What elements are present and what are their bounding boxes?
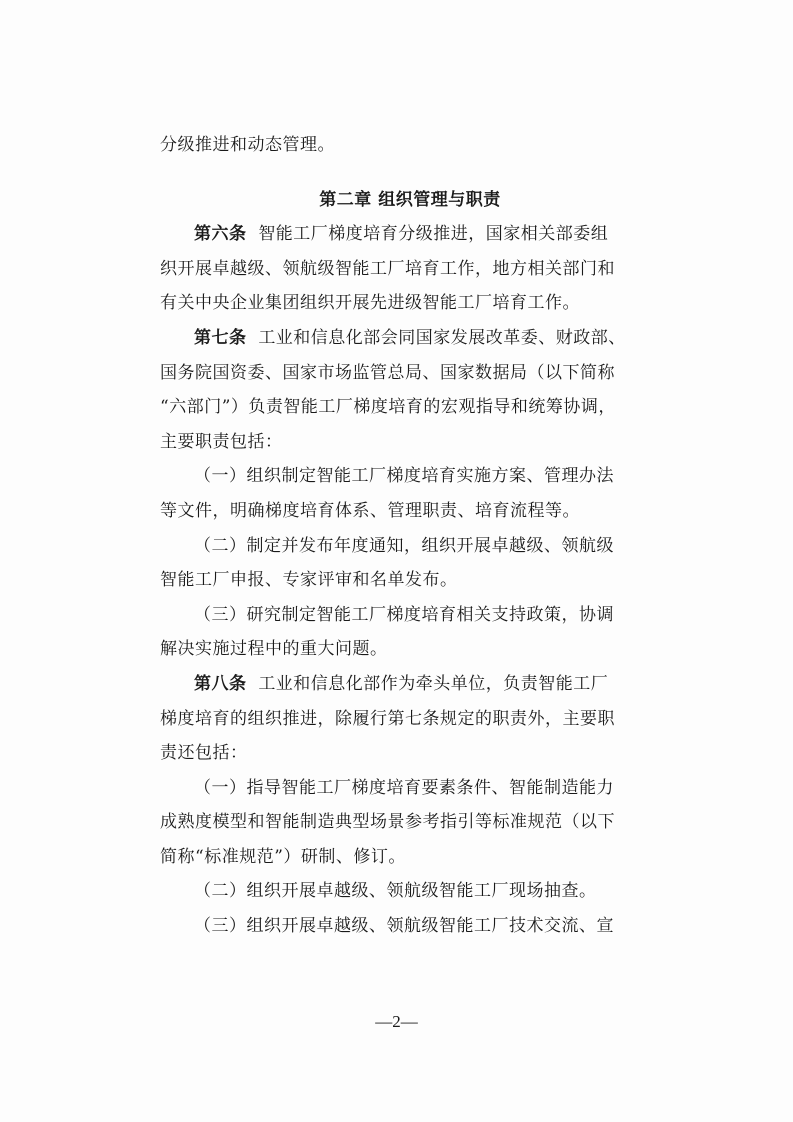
- article-7-text: 工业和信息化部会同国家发展改革委、财政部、: [258, 327, 626, 348]
- text-line: 责还包括：: [160, 743, 248, 764]
- text-line: 有关中央企业集团组织开展先进级智能工厂培育工作。: [160, 293, 580, 314]
- list-item: （一）组织制定智能工厂梯度培育实施方案、管理办法: [194, 466, 614, 487]
- text-line: 等文件，明确梯度培育体系、管理职责、培育流程等。: [160, 500, 580, 521]
- list-item: （三）组织开展卓越级、领航级智能工厂技术交流、宣: [194, 916, 614, 937]
- page-number: —2—: [375, 1012, 418, 1031]
- article-6-heading: 第六条: [194, 224, 247, 245]
- article-7-heading: 第七条: [194, 327, 247, 348]
- text-line: 主要职责包括：: [160, 431, 283, 452]
- article-8-heading: 第八条: [194, 673, 247, 694]
- article-7-line-1: [160, 321, 660, 356]
- list-item: （二）组织开展卓越级、领航级智能工厂现场抽查。: [194, 881, 597, 902]
- text-line: 解决实施过程中的重大问题。: [160, 639, 388, 660]
- article-6-text: 智能工厂梯度培育分级推进，国家相关部委组: [258, 224, 609, 245]
- article-8-line-1: [160, 667, 660, 702]
- list-item: （二）制定并发布年度通知，组织开展卓越级、领航级: [194, 535, 614, 556]
- text-line: 分级推进和动态管理。: [160, 135, 335, 155]
- text-line: “六部门”）负责智能工厂梯度培育的宏观指导和统筹协调，: [160, 397, 616, 418]
- article-8-text: 工业和信息化部作为牵头单位，负责智能工厂: [258, 673, 609, 694]
- list-item: （一）指导智能工厂梯度培育要素条件、智能制造能力: [194, 777, 614, 798]
- article-6-line-1: [160, 217, 660, 252]
- list-item: （三）研究制定智能工厂梯度培育相关支持政策，协调: [194, 604, 614, 625]
- chapter-heading: 第二章 组织管理与职责: [319, 189, 501, 210]
- text-line: 梯度培育的组织推进，除履行第七条规定的职责外，主要职: [160, 708, 615, 729]
- text-line: 国务院国资委、国家市场监管总局、国家数据局（以下简称: [160, 362, 615, 383]
- document-body: [160, 128, 660, 944]
- text-line: 成熟度模型和智能制造典型场景参考指引等标准规范（以下: [160, 812, 615, 833]
- text-line: 简称“标准规范”）研制、修订。: [160, 846, 406, 867]
- text-line: 智能工厂申报、专家评审和名单发布。: [160, 570, 458, 591]
- text-line: 织开展卓越级、领航级智能工厂培育工作，地方相关部门和: [160, 258, 615, 279]
